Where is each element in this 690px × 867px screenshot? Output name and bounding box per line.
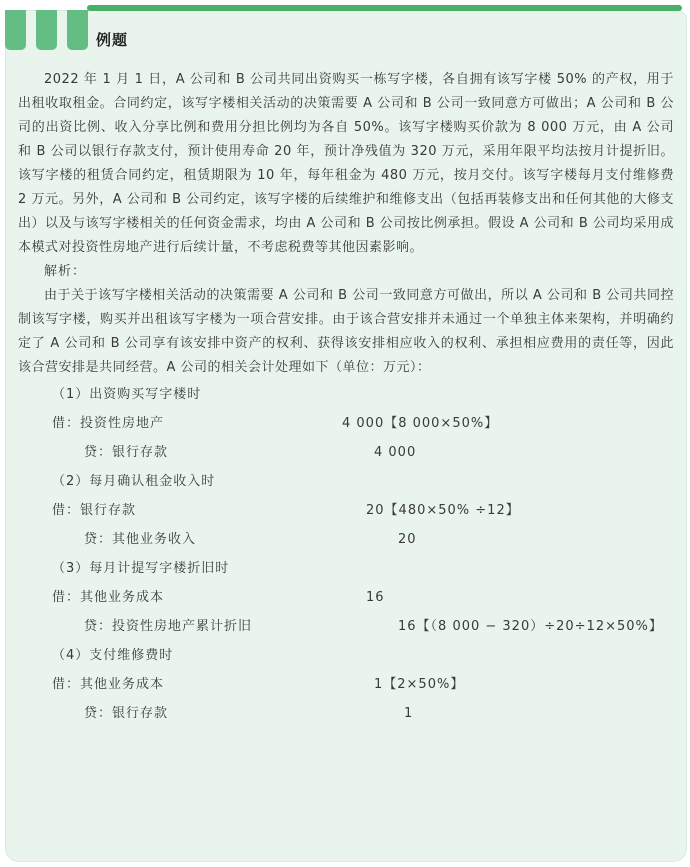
debit-amount: 16 [366, 590, 385, 605]
tab-decoration-3 [67, 10, 88, 50]
analysis-paragraph: 由于关于该写字楼相关活动的决策需要 A 公司和 B 公司一致同意方可做出，所以 A 公司和 B 公司共同控制该写字楼，购买并出租该写字楼为一项合营安排。由于该合营安排并未通过一个单独主体来架构，并明确约定了 A 公司和 B 公司享有该安排中资产的权利、获得该安排相应收入的权利、承担相应费用的责任等，因此该合营安排是共同经营。A 公司的相关会计处理如下（单位：万元）： [18, 288, 674, 375]
journal-debit-line [18, 496, 674, 525]
journal-step [18, 641, 674, 670]
debit-account: 借：投资性房地产 [52, 416, 165, 431]
example-content [18, 68, 674, 728]
journal-credit-line [18, 612, 674, 641]
credit-account: 贷：银行存款 [84, 706, 169, 721]
credit-account: 贷：其他业务收入 [84, 532, 197, 547]
journal-debit-line [18, 670, 674, 699]
debit-amount: 20【480×50% ÷12】 [366, 503, 520, 518]
tab-decoration-1 [5, 10, 26, 50]
journal-credit-line [18, 438, 674, 467]
credit-account: 贷：投资性房地产累计折旧 [84, 619, 253, 634]
credit-amount: 4 000 [374, 445, 417, 460]
debit-account: 借：其他业务成本 [52, 590, 165, 605]
header-accent-bar [87, 5, 682, 11]
journal-debit-line [18, 583, 674, 612]
debit-amount: 1【2×50%】 [374, 677, 465, 692]
journal-credit-line [18, 525, 674, 554]
credit-amount: 1 [404, 706, 414, 721]
journal-step [18, 554, 674, 583]
tab-decoration-2 [36, 10, 57, 50]
credit-amount: 20 [398, 532, 417, 547]
journal-step [18, 467, 674, 496]
step-label: （4）支付维修费时 [52, 648, 174, 663]
step-label: （1）出资购买写字楼时 [52, 387, 202, 402]
credit-account: 贷：银行存款 [84, 445, 169, 460]
debit-account: 借：银行存款 [52, 503, 137, 518]
step-label: （3）每月计提写字楼折旧时 [52, 561, 230, 576]
debit-amount: 4 000【8 000×50%】 [342, 416, 499, 431]
step-label: （2）每月确认租金收入时 [52, 474, 216, 489]
section-title: 例题 [96, 31, 129, 49]
journal-credit-line [18, 699, 674, 728]
journal-step [18, 380, 674, 409]
analysis-label: 解析： [44, 264, 87, 279]
journal-debit-line [18, 409, 674, 438]
question-paragraph: 2022 年 1 月 1 日，A 公司和 B 公司共同出资购买一栋写字楼，各自拥有该写字楼 50% 的产权，用于出租收取租金。合同约定，该写字楼相关活动的决策需要 A 公司和 B 公司一致同意方可做出；A 公司和 B 公司的出资比例、收入分享比例和费用分担比例均为各自 50%。该写字楼购买价款为 8 000 万元，由 A 公司和 B 公司以银行存款支付，预计使用寿命 20 年，预计净残值为 320 万元，采用年限平均法按月计提折旧。该写字楼的租赁合同约定，租赁期限为 10 年，每年租金为 480 万元，按月交付。该写字楼每月支付维修费 2 万元。另外，A 公司和 B 公司约定，该写字楼的后续维护和维修支出（包括再装修支出和任何其他的大修支出）以及与该写字楼相关的任何资金需求，均由 A 公司和 B 公司按比例承担。假设 A 公司和 B 公司均采用成本模式对投资性房地产进行后续计量，不考虑税费等其他因素影响。 [18, 72, 674, 255]
debit-account: 借：其他业务成本 [52, 677, 165, 692]
credit-amount: 16【（8 000 − 320）÷20÷12×50%】 [398, 619, 663, 634]
